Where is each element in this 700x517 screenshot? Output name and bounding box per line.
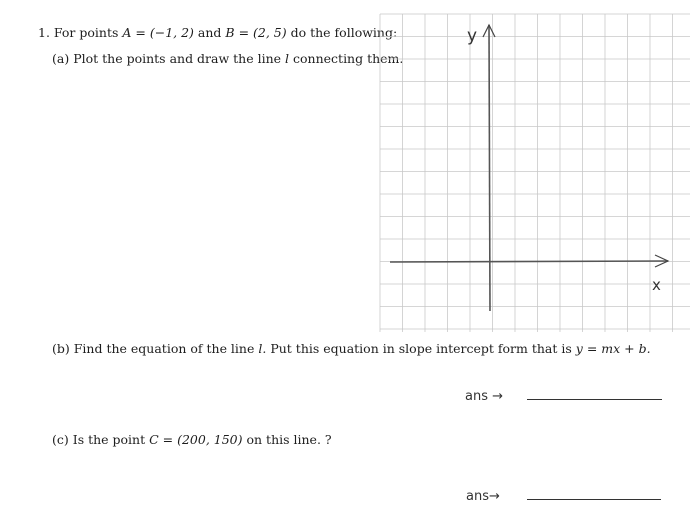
part-c-text: Is the point: [72, 432, 146, 447]
part-a-text-end: connecting them.: [293, 51, 404, 66]
part-a-var: l: [285, 51, 290, 66]
part-b-text: Find the equation of the line: [73, 341, 255, 356]
grid-lines: [380, 14, 690, 332]
part-b-label: (b): [52, 341, 70, 356]
part-c-question: [52, 432, 332, 447]
part-a-question: [52, 51, 403, 66]
answer-c-handwritten: ans→: [466, 489, 500, 504]
point-a: A = (−1, 2): [122, 25, 194, 40]
part-b-text-mid: Put this equation in slope intercept form that is: [270, 341, 572, 356]
x-axis: [390, 261, 668, 262]
y-axis: [489, 25, 490, 311]
answer-c-blank[interactable]: [527, 499, 661, 500]
answer-b-handwritten: ans →: [465, 389, 504, 404]
slope-intercept-formula: y = mx + b.: [575, 341, 651, 356]
graph-paper-grid[interactable]: [378, 11, 690, 332]
point-c: C = (200, 150): [149, 432, 243, 447]
and-text: and: [197, 25, 222, 40]
part-b-question: [52, 341, 651, 356]
problem-intro-text: For points: [53, 25, 119, 40]
part-b-var: l.: [258, 341, 267, 356]
y-axis-handwritten-label: y: [467, 26, 478, 46]
part-a-label: (a): [52, 51, 70, 66]
answer-b-blank[interactable]: [527, 399, 662, 400]
problem-statement: [38, 25, 397, 40]
point-b: B = (2, 5): [225, 25, 287, 40]
x-axis-handwritten-label: x: [652, 276, 661, 294]
part-a-text: Plot the points and draw the line: [73, 51, 282, 66]
problem-intro-end: do the following:: [290, 25, 398, 40]
part-c-text-end: on this line. ?: [246, 432, 332, 447]
part-c-label: (c): [52, 432, 69, 447]
problem-number: 1.: [38, 25, 50, 40]
